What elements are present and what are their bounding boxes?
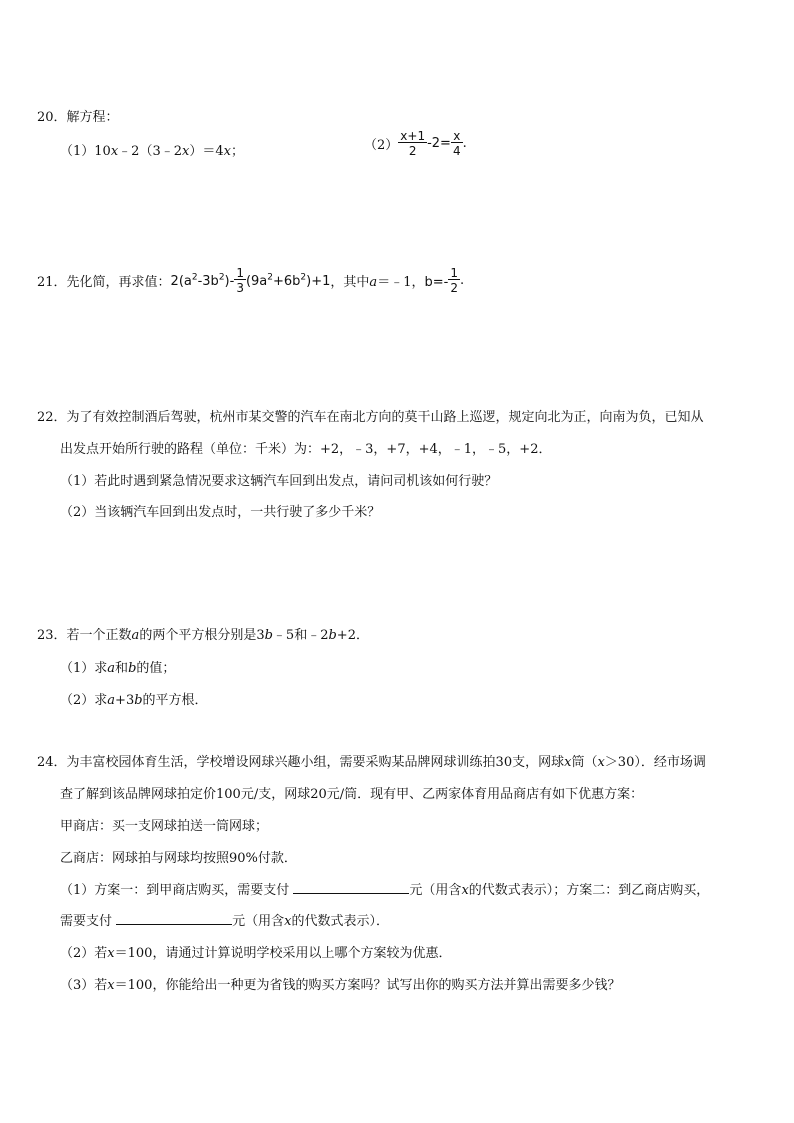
q20-fraction-1: $\frac{x+1}{2}$ xyxy=(400,129,426,158)
q20-title: 20．解方程： xyxy=(37,110,119,125)
q23-sub-2: （2）求a+3b的平方根． xyxy=(60,693,208,708)
q24-line-2: 查了解到该品牌网球拍定价100元/支，网球20元/筒．现有甲、乙两家体育用品商店有如下优惠方案： xyxy=(60,787,644,802)
q20-part1 xyxy=(60,140,244,159)
q22-line-1: 22．为了有效控制酒后驾驶，杭州市某交警的汽车在南北方向的莫干山路上巡逻，规定向北为正，向南为负，已知从 xyxy=(37,410,704,425)
q20-part2-mid: -2= xyxy=(427,136,451,151)
q21-expression-2: $(9a^2+6b^2)+1$ xyxy=(245,272,331,289)
q21-fraction-1-3: $\frac{1}{3}$ xyxy=(236,266,244,295)
q24-line-4: 乙商店：网球拍与网球均按照90%付款． xyxy=(60,851,297,866)
q24-sub-1-cont: 需要支付 元（用含x的代数式表示）． xyxy=(60,914,390,929)
q21-line xyxy=(37,267,464,294)
q24-sub-2: （2）若x＝100，请通过计算说明学校采用以上哪个方案较为优惠． xyxy=(60,946,452,961)
q20-part2-end: . xyxy=(462,136,467,151)
q22-sub-2: （2）当该辆汽车回到出发点时，一共行驶了多少千米？ xyxy=(60,505,381,520)
q21-fraction-1-2: $\frac{1}{2}$ xyxy=(450,266,458,295)
q21-end: . xyxy=(459,273,465,288)
q20-part2 xyxy=(364,130,467,157)
q20-fraction-2: $\frac{x}{4}$ xyxy=(452,129,461,158)
answer-blank-1[interactable] xyxy=(293,881,409,894)
q22-sub-1: （1）若此时遇到紧急情况要求这辆汽车回到出发点，请问司机该如何行驶？ xyxy=(60,474,498,489)
answer-blank-2[interactable] xyxy=(116,912,232,925)
q21-title: 21．先化简，再求值： xyxy=(37,275,171,290)
q21-condition: ，其中a＝﹣1，b=- xyxy=(330,275,449,290)
q20-part2-label: （2） xyxy=(364,138,399,153)
q20-part1-label: （1） xyxy=(60,144,95,159)
q24-line-1: 24．为丰富校园体育生活，学校增设网球兴趣小组，需要采购某品牌网球训练拍30支，网球x筒（x＞30）．经市场调 xyxy=(37,755,706,770)
q24-sub-3: （3）若x＝100，你能给出一种更为省钱的购买方案吗？试写出你的购买方法并算出需要多少钱？ xyxy=(60,978,621,993)
q21-expression: $2(a^2-3b^2)-$ xyxy=(170,272,235,289)
q23-line-1: 23．若一个正数a的两个平方根分别是3b﹣5和﹣2b+2． xyxy=(37,628,369,643)
q23-sub-1: （1）求a和b的值； xyxy=(60,661,176,676)
q22-line-2: 出发点开始所行驶的路程（单位：千米）为：+2，﹣3，+7，+4，﹣1，﹣5，+2． xyxy=(60,442,552,457)
q20-part1-expr: 10x﹣2（3﹣2x）＝4x； xyxy=(94,144,244,159)
q24-sub-1: （1）方案一：到甲商店购买，需要支付 元（用含x的代数式表示）；方案二：到乙商店购买， xyxy=(60,883,710,898)
q24-line-3: 甲商店：买一支网球拍送一筒网球； xyxy=(60,819,269,834)
